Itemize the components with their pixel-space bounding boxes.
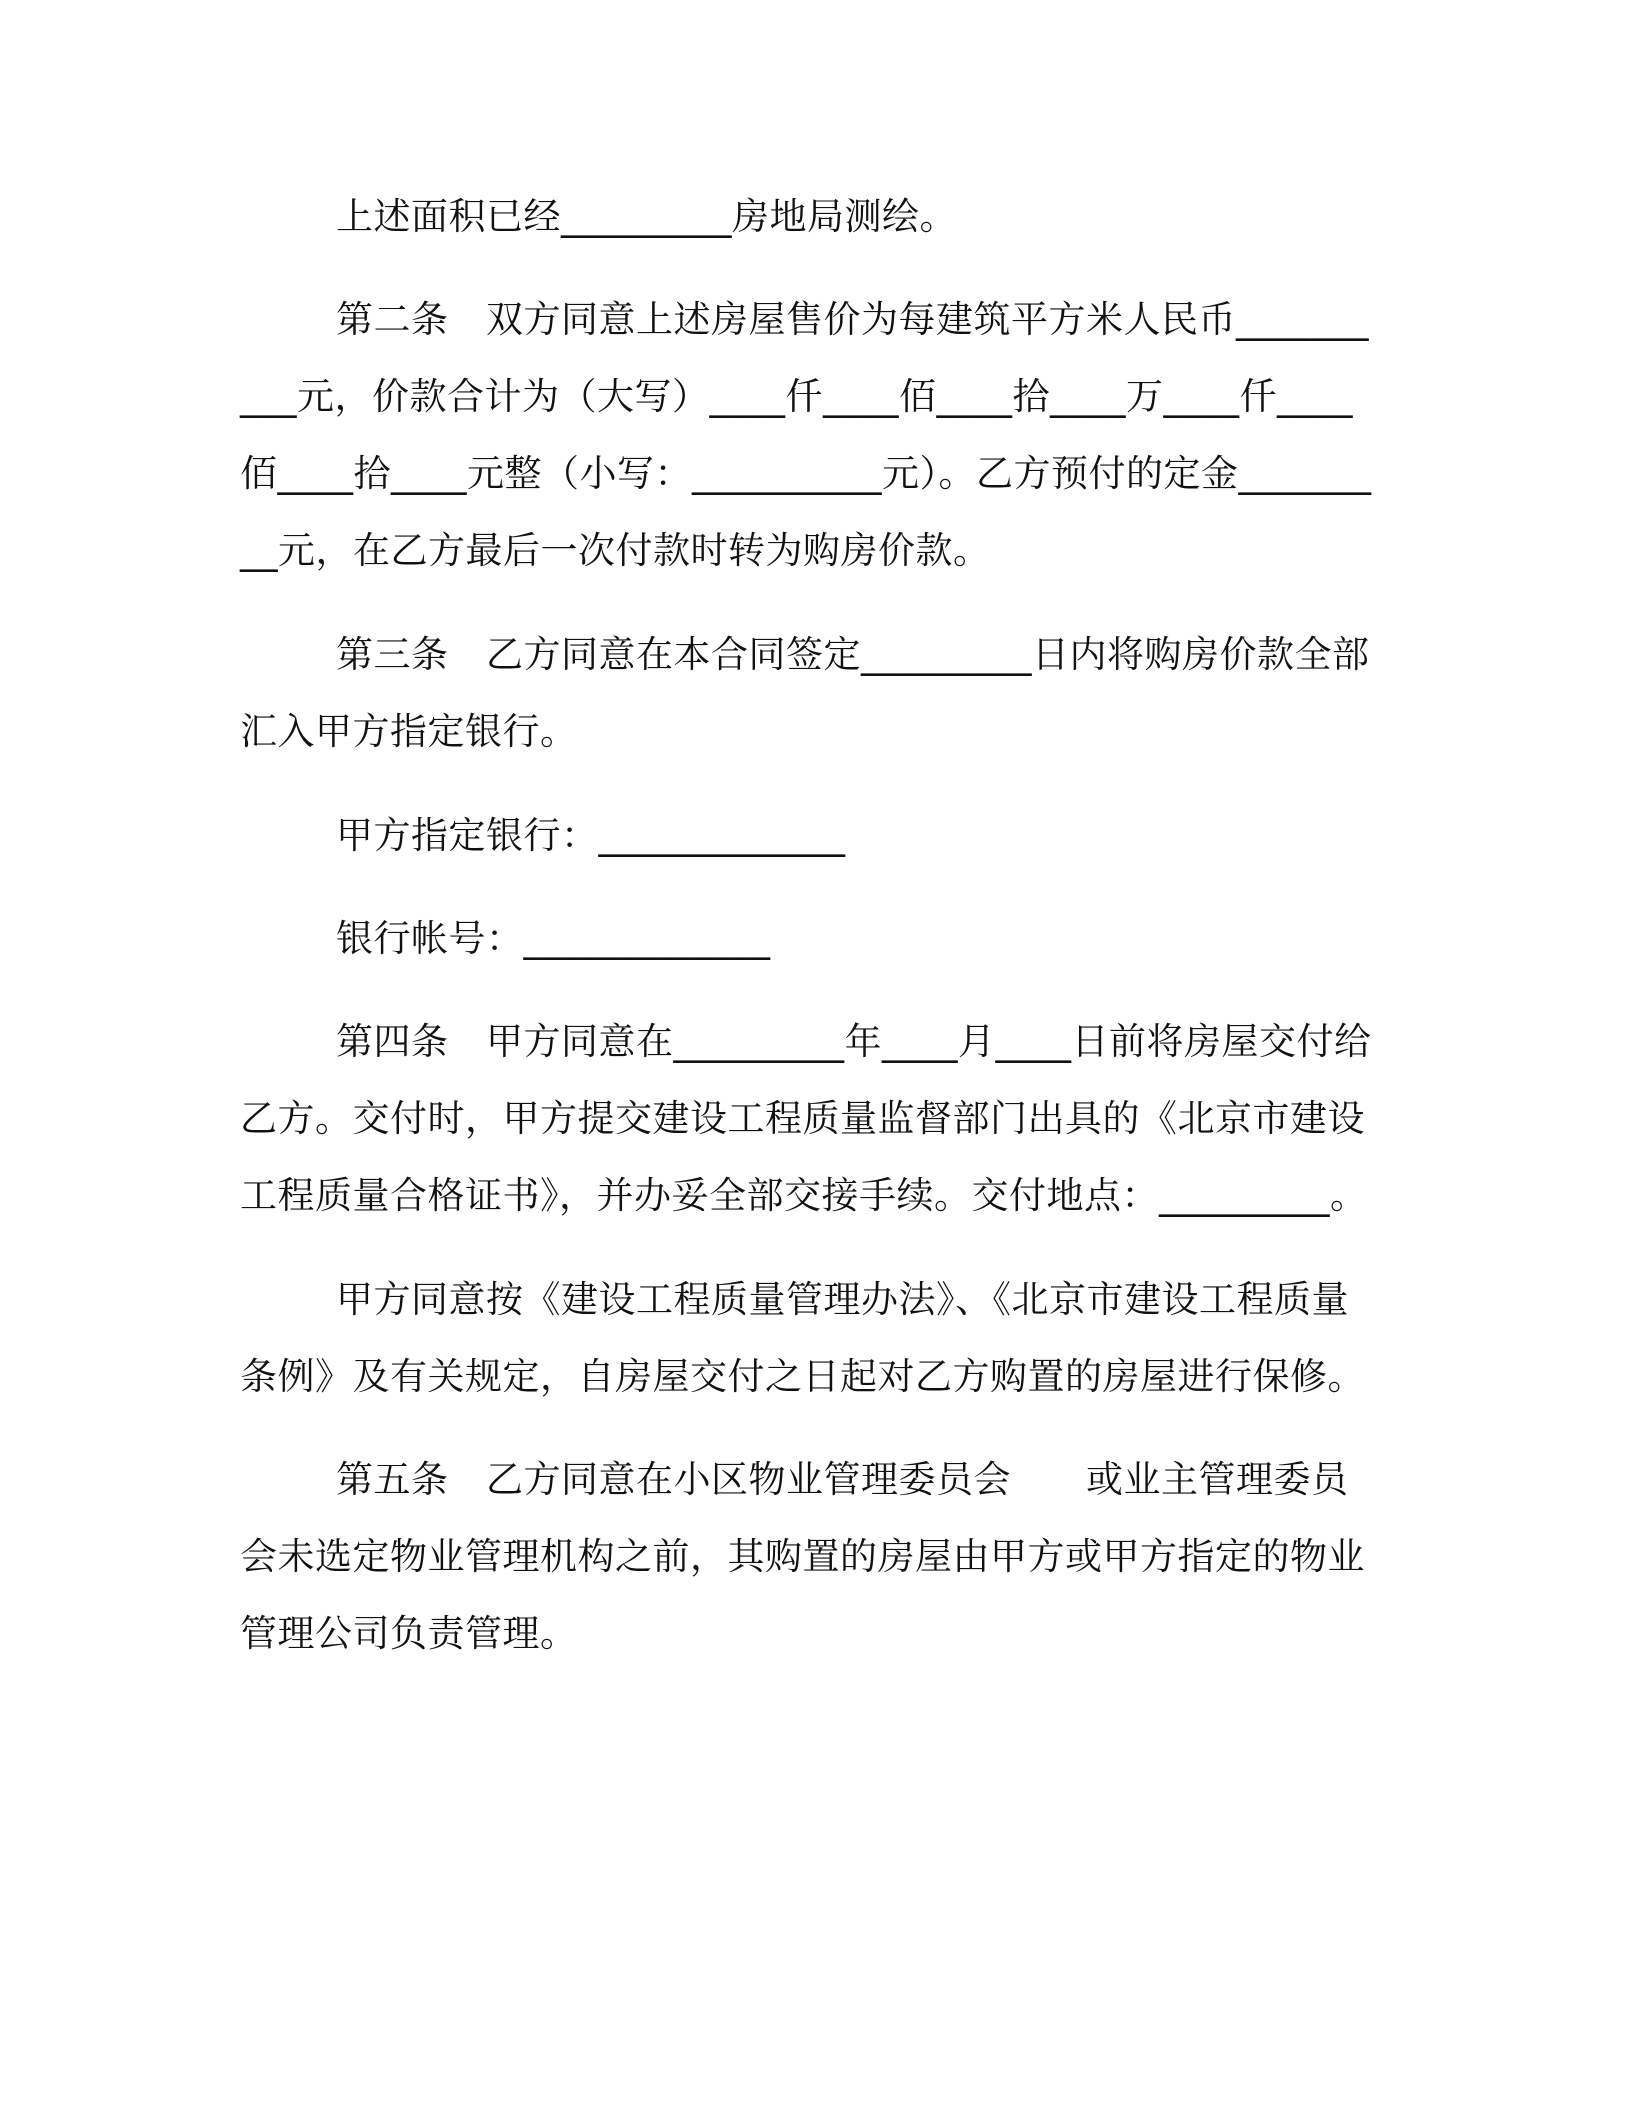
paragraph-designated-bank: 甲方指定银行：_____________ — [336, 814, 846, 857]
paragraph-bank-account: 银行帐号：_____________ — [336, 917, 771, 960]
paragraph-article-5: 第五条 乙方同意在小区物业管理委员会 或业主管理委员会未选定物业管理机构之前，其购置的房屋由甲方或甲方指定的物业管理公司负责管理。 — [240, 1458, 1365, 1655]
paragraph-warranty: 甲方同意按《建设工程质量管理办法》、《北京市建设工程质量条例》及有关规定，自房屋交付之日起对乙方购置的房屋进行保修。 — [240, 1278, 1365, 1398]
paragraph-article-3: 第三条 乙方同意在本合同签定_________日内将购房价款全部汇入甲方指定银行。 — [240, 633, 1370, 753]
paragraph-survey: 上述面积已经_________房地局测绘。 — [336, 195, 957, 238]
paragraph-article-2: 第二条 双方同意上述房屋售价为每建筑平方米人民币__________元，价款合计为（大写）____仟____佰____拾____万____仟____佰____拾____元整（小写：__________元）。乙方预付的定金_________元，在乙方最后一次付款时转为购房价款。 — [240, 298, 1372, 572]
paragraph-article-4: 第四条 甲方同意在_________年____月____日前将房屋交付给乙方。交付时，甲方提交建设工程质量监督部门出具的《北京市建设工程质量合格证书》，并办妥全部交接手续。交付地点：_________。 — [240, 1020, 1372, 1217]
